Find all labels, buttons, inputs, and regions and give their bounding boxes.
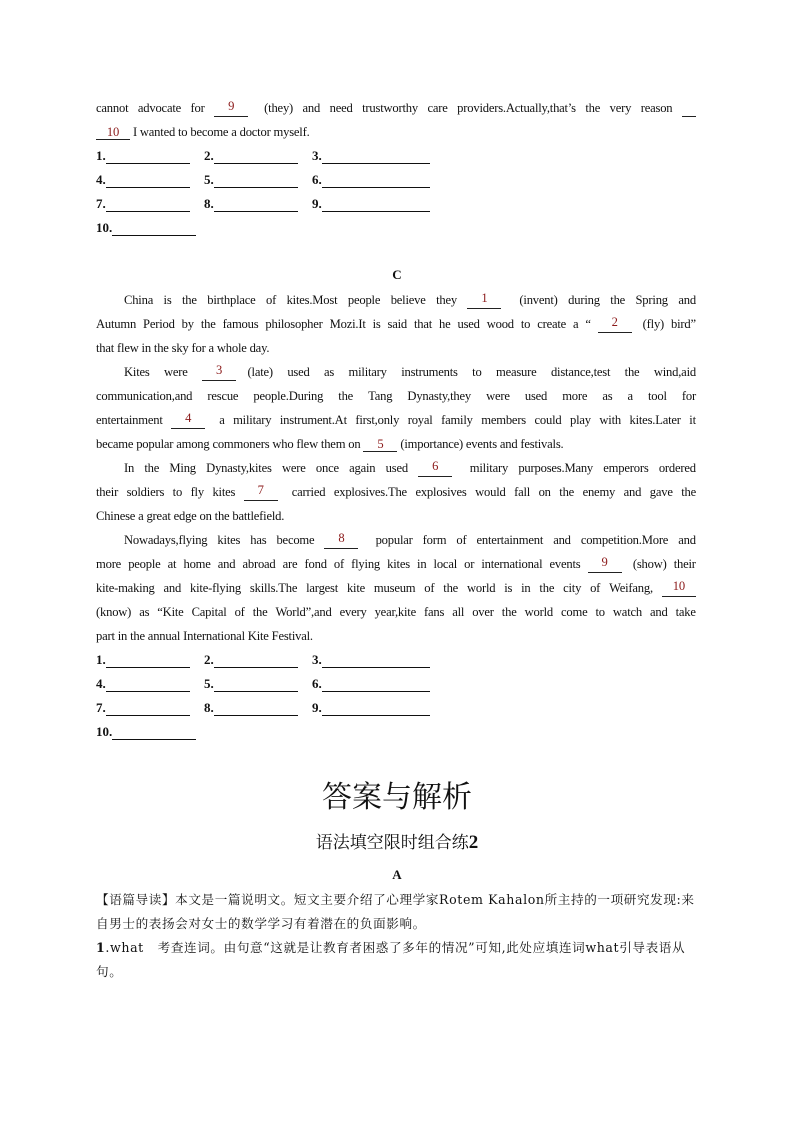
- word: local: [433, 557, 460, 571]
- word: the: [501, 605, 520, 619]
- word: instrument.At: [279, 413, 350, 427]
- word: would: [475, 485, 509, 499]
- word: kite-making: [96, 581, 158, 595]
- word: [255, 99, 258, 117]
- word: royal: [407, 413, 436, 427]
- word: (show): [632, 557, 670, 571]
- word: (late): [247, 365, 276, 379]
- word: entertainment: [96, 413, 166, 427]
- answer-slot-9: [312, 196, 430, 212]
- word: Nowadays,flying: [124, 533, 211, 547]
- answers-section-a: A: [392, 867, 402, 882]
- answer-slot-7: [96, 196, 190, 212]
- answer-line: [106, 150, 190, 164]
- answer-line: [106, 174, 190, 188]
- word: [626, 555, 629, 573]
- word: distance,test: [550, 365, 614, 379]
- word: come: [561, 605, 591, 619]
- word: kite: [346, 581, 368, 595]
- slot-label: 8.: [204, 196, 214, 211]
- word: family: [441, 413, 476, 427]
- word: people: [128, 557, 164, 571]
- answer-line: [106, 678, 190, 692]
- word: the: [443, 581, 462, 595]
- word: of: [456, 533, 470, 547]
- word: for: [681, 389, 696, 403]
- word: need: [329, 101, 356, 115]
- word: kites: [387, 557, 413, 571]
- word: popular: [375, 533, 416, 547]
- slot-label: 10.: [96, 220, 113, 235]
- slot-label: 3.: [312, 148, 322, 163]
- slot-label: 6.: [312, 172, 322, 187]
- answer-item-1: [96, 936, 696, 984]
- text-line: [96, 627, 696, 645]
- text: became popular among commoners who flew them on: [96, 437, 364, 451]
- word: home: [183, 557, 214, 571]
- blank-2: 2: [598, 315, 632, 333]
- word: as: [324, 365, 338, 379]
- answer-line: [322, 678, 430, 692]
- answer-line: [322, 174, 430, 188]
- word: tool: [648, 389, 670, 403]
- section-heading-c: C: [392, 267, 402, 282]
- answer-line: [214, 678, 298, 692]
- word: military: [348, 365, 390, 379]
- text-line: [124, 531, 696, 549]
- word: with: [599, 413, 624, 427]
- word: Capital: [191, 605, 230, 619]
- answer-line: [106, 654, 190, 668]
- word: [211, 411, 214, 429]
- word: the: [539, 581, 558, 595]
- word: of: [424, 581, 438, 595]
- word: entertainment: [476, 533, 547, 547]
- word: military: [233, 413, 275, 427]
- item-explanation: 考查连词。由句意“这就是让教育者困惑了多年的情况”可知,此处应填连词what引导表语从句。: [96, 940, 686, 979]
- word: birthplace: [207, 293, 259, 307]
- word: abroad: [242, 557, 279, 571]
- answer-slot-4: [96, 172, 190, 188]
- word: members: [481, 413, 529, 427]
- slot-label: 7.: [96, 196, 106, 211]
- word: kites.Most: [286, 293, 341, 307]
- word: advocate: [137, 101, 184, 115]
- text-line: [96, 603, 696, 621]
- word: the: [559, 485, 578, 499]
- slot-label: 3.: [312, 652, 322, 667]
- word: fall: [514, 485, 534, 499]
- answer-line: [112, 726, 196, 740]
- word: to: [520, 317, 534, 331]
- answers-subtitle: [0, 828, 794, 854]
- word: year,kite: [374, 605, 419, 619]
- slot-label: 5.: [204, 172, 214, 187]
- word: he: [439, 317, 454, 331]
- blank-9: 9: [214, 99, 248, 117]
- subtitle-text: 语法填空限时组合练: [315, 833, 469, 853]
- answer-slot-6: [312, 172, 430, 188]
- blank-10: 10: [96, 125, 130, 140]
- answer-slot-1: [96, 652, 190, 668]
- word: and: [623, 485, 645, 499]
- word: flying: [351, 557, 383, 571]
- word: again: [349, 461, 379, 475]
- text-line: [96, 483, 696, 501]
- word: the: [181, 293, 200, 307]
- word: (invent): [519, 293, 561, 307]
- word: military: [469, 461, 512, 475]
- word: and: [678, 293, 696, 307]
- slot-label: 5.: [204, 676, 214, 691]
- text-line: [96, 315, 696, 333]
- word: at: [167, 557, 180, 571]
- slot-label: 1.: [96, 652, 106, 667]
- word: enemy: [582, 485, 619, 499]
- slot-label: 7.: [96, 700, 106, 715]
- word: used: [457, 317, 483, 331]
- word: carried: [291, 485, 329, 499]
- blank-1: 1: [467, 291, 501, 309]
- word: more: [96, 557, 125, 571]
- word: “Kite: [157, 605, 187, 619]
- answer-line: [322, 150, 430, 164]
- word: world: [524, 605, 556, 619]
- word: for: [190, 101, 208, 115]
- word: people: [347, 293, 384, 307]
- word: as: [602, 389, 616, 403]
- word: as: [139, 605, 153, 619]
- text-line: [96, 435, 696, 453]
- word: once: [315, 461, 342, 475]
- word: World”,and: [275, 605, 335, 619]
- text: I wanted to become a doctor myself.: [130, 125, 310, 139]
- slot-label: 4.: [96, 676, 106, 691]
- word: China: [124, 293, 157, 307]
- answer-line: [112, 222, 196, 236]
- word: purposes.Many: [518, 461, 596, 475]
- answer-line: [322, 702, 430, 716]
- word: kites: [217, 533, 244, 547]
- slot-label: 6.: [312, 676, 322, 691]
- word: Spring: [635, 293, 671, 307]
- answer-line: [322, 654, 430, 668]
- answer-line: [106, 198, 190, 212]
- slot-label: 8.: [204, 700, 214, 715]
- word: famous: [222, 317, 262, 331]
- word: skills.The: [249, 581, 301, 595]
- word: of: [333, 557, 347, 571]
- word: kite-flying: [190, 581, 244, 595]
- word: explosives: [415, 485, 470, 499]
- word: used: [385, 461, 411, 475]
- answer-slot-8: [204, 700, 298, 716]
- text-line: [96, 507, 696, 525]
- word: Dynasty,they: [407, 389, 474, 403]
- word: to: [595, 605, 608, 619]
- word: during: [568, 293, 603, 307]
- text-line: [96, 579, 696, 597]
- word: providers.Actually,that’s: [457, 101, 579, 115]
- word: (fly): [642, 317, 667, 331]
- word: city: [563, 581, 585, 595]
- word: Kites: [124, 365, 153, 379]
- word: is: [163, 293, 175, 307]
- word: [509, 291, 512, 309]
- word: [636, 315, 639, 333]
- word: cannot: [96, 101, 132, 115]
- word: people.During: [253, 389, 327, 403]
- blank-10: 10: [662, 579, 696, 597]
- blank-7: 7: [244, 483, 278, 501]
- text: Chinese a great edge on the battlefield.: [96, 509, 285, 523]
- answer-line: [322, 198, 430, 212]
- answer-slot-10: [96, 724, 196, 740]
- word: fans: [424, 605, 448, 619]
- word: their: [96, 485, 122, 499]
- word: it: [689, 413, 696, 427]
- word: (know): [96, 605, 135, 619]
- word: wood: [486, 317, 517, 331]
- word: form: [422, 533, 450, 547]
- word: and: [553, 533, 574, 547]
- word: they: [436, 293, 460, 307]
- slot-label: 4.: [96, 172, 106, 187]
- word: Mozi.It: [329, 317, 369, 331]
- slot-label: 2.: [204, 148, 214, 163]
- word: all: [452, 605, 468, 619]
- word: or: [464, 557, 478, 571]
- word: museum: [373, 581, 419, 595]
- word: and: [650, 605, 671, 619]
- answer-line: [214, 150, 298, 164]
- word: over: [472, 605, 497, 619]
- word: fond: [304, 557, 330, 571]
- word: and: [163, 581, 185, 595]
- answer-slot-5: [204, 676, 298, 692]
- answer-slot-10: [96, 220, 196, 236]
- blank-9: 9: [588, 555, 622, 573]
- text-line: [124, 363, 696, 381]
- word: the: [624, 365, 643, 379]
- word: the: [610, 293, 628, 307]
- word: could: [534, 413, 565, 427]
- slot-label: 9.: [312, 196, 322, 211]
- blank-8: 8: [324, 531, 358, 549]
- slot-label: 10.: [96, 724, 113, 739]
- word: In: [124, 461, 138, 475]
- word: “: [585, 317, 594, 331]
- word: a: [219, 413, 228, 427]
- word: were: [281, 461, 309, 475]
- text-line: [96, 123, 696, 141]
- word: [283, 483, 286, 501]
- item-number: 1: [96, 940, 106, 955]
- word: watch: [612, 605, 645, 619]
- word: their: [673, 557, 696, 571]
- word: emperors: [603, 461, 652, 475]
- answer-slot-2: [204, 148, 298, 164]
- answer-slot-4: [96, 676, 190, 692]
- subtitle-number: 2: [468, 832, 479, 853]
- word: by: [181, 317, 197, 331]
- blank-3: 3: [202, 363, 236, 381]
- word: first,only: [355, 413, 403, 427]
- slot-label: 1.: [96, 148, 106, 163]
- text: (importance) events and festivals.: [397, 437, 564, 451]
- text: that flew in the sky for a whole day.: [96, 341, 270, 355]
- word: explosives.The: [333, 485, 410, 499]
- word: the: [144, 461, 163, 475]
- word: the: [338, 389, 357, 403]
- blank-5: 5: [363, 437, 397, 452]
- word: were: [486, 389, 513, 403]
- answer-line: [106, 702, 190, 716]
- answer-slot-6: [312, 676, 430, 692]
- word: are: [282, 557, 301, 571]
- word: kites.Later: [629, 413, 684, 427]
- word: [366, 531, 369, 549]
- word: used: [287, 365, 313, 379]
- word: international: [481, 557, 546, 571]
- answers-title: 答案与解析: [322, 780, 472, 815]
- answer-slot-3: [312, 652, 430, 668]
- word: of: [266, 293, 280, 307]
- text-line: [124, 291, 696, 309]
- word: care: [427, 101, 451, 115]
- text-line: [96, 411, 696, 429]
- word: create: [537, 317, 570, 331]
- word: measure: [495, 365, 540, 379]
- word: that: [413, 317, 436, 331]
- word: communication,and: [96, 389, 196, 403]
- text-line: [96, 555, 696, 573]
- word: largest: [306, 581, 341, 595]
- slot-label: 9.: [312, 700, 322, 715]
- answer-slot-3: [312, 148, 430, 164]
- text: part in the annual International Kite Festival.: [96, 629, 313, 643]
- answer-line: [214, 198, 298, 212]
- word: fly: [190, 485, 207, 499]
- word: in: [521, 581, 534, 595]
- word: of: [234, 605, 248, 619]
- word: gave: [649, 485, 676, 499]
- word: to: [172, 485, 186, 499]
- word: take: [675, 605, 696, 619]
- word: said: [387, 317, 410, 331]
- word: were: [164, 365, 191, 379]
- word: a: [627, 389, 636, 403]
- word: a: [573, 317, 582, 331]
- word: the: [585, 101, 604, 115]
- word: play: [570, 413, 594, 427]
- answer-slot-8: [204, 196, 298, 212]
- word: believe: [390, 293, 429, 307]
- word: and: [217, 557, 239, 571]
- word: is: [372, 317, 384, 331]
- answer-slot-7: [96, 700, 190, 716]
- word: philosopher: [265, 317, 326, 331]
- text-line: [96, 387, 696, 405]
- word: of: [590, 581, 604, 595]
- slot-label: 2.: [204, 652, 214, 667]
- answer-slot-1: [96, 148, 190, 164]
- word: [460, 459, 463, 477]
- word: wind,aid: [653, 365, 696, 379]
- word: and: [302, 101, 324, 115]
- word: Autumn: [96, 317, 140, 331]
- word: Period: [143, 317, 178, 331]
- word: rescue: [207, 389, 242, 403]
- word: bird”: [670, 317, 696, 331]
- word: to: [472, 365, 485, 379]
- word: events: [549, 557, 584, 571]
- word: very: [609, 101, 635, 115]
- word: has: [250, 533, 270, 547]
- blank-cont: [682, 99, 696, 117]
- word: Tang: [368, 389, 396, 403]
- blank-6: 6: [418, 459, 452, 477]
- word: ordered: [658, 461, 696, 475]
- word: used: [524, 389, 551, 403]
- word: competition.More: [580, 533, 672, 547]
- word: trustworthy: [362, 101, 421, 115]
- answer-slot-2: [204, 652, 298, 668]
- word: and: [678, 533, 696, 547]
- word: every: [339, 605, 370, 619]
- answers-intro: 【语篇导读】本文是一篇说明文。短文主要介绍了心理学家Rotem Kahalon所主持的一项研究发现:来自男士的表扬会对女士的数学学习有着潜在的负面影响。: [96, 892, 695, 931]
- word: the: [681, 485, 696, 499]
- word: is: [504, 581, 516, 595]
- answer-slot-9: [312, 700, 430, 716]
- word: reason: [640, 101, 676, 115]
- answer-line: [214, 654, 298, 668]
- word: kites: [212, 485, 239, 499]
- word: soldiers: [126, 485, 168, 499]
- word: on: [538, 485, 554, 499]
- answer-line: [214, 702, 298, 716]
- word: (they): [264, 101, 296, 115]
- word: the: [200, 317, 219, 331]
- text-line: [96, 99, 696, 117]
- word: Dynasty,kites: [206, 461, 275, 475]
- answer-line: [214, 174, 298, 188]
- word: the: [252, 605, 271, 619]
- word: Ming: [169, 461, 199, 475]
- word: world: [466, 581, 499, 595]
- word: Weifang,: [609, 581, 656, 595]
- answer-slot-5: [204, 172, 298, 188]
- item-answer: .what: [105, 940, 144, 955]
- text-line: [124, 459, 696, 477]
- word: more: [562, 389, 591, 403]
- word: become: [276, 533, 318, 547]
- text-line: [96, 339, 696, 357]
- blank-4: 4: [171, 411, 205, 429]
- word: instruments: [401, 365, 461, 379]
- word: in: [417, 557, 430, 571]
